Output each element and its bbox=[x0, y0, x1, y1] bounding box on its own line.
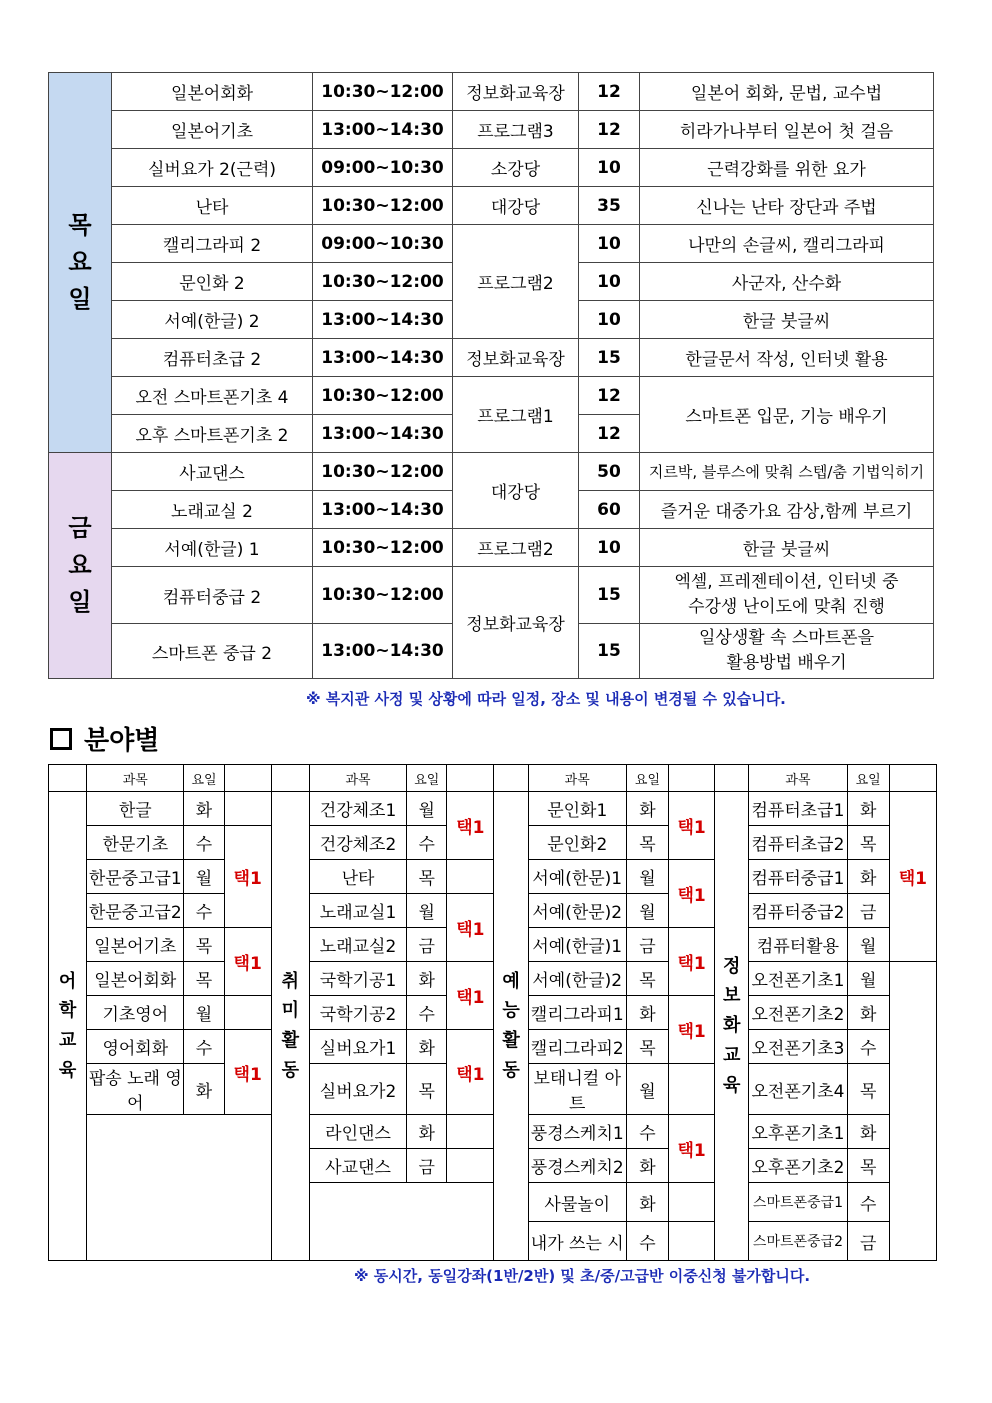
subject-name: 한문중고급2 bbox=[87, 894, 184, 928]
course-name: 컴퓨터초급 2 bbox=[112, 339, 313, 377]
subject-day: 수 bbox=[847, 1030, 889, 1064]
course-desc: 사군자, 산수화 bbox=[640, 263, 934, 301]
subject-day: 금 bbox=[847, 894, 889, 928]
subject-name: 한문중고급1 bbox=[87, 860, 184, 894]
course-place: 정보화교육장 bbox=[453, 73, 579, 111]
category-label: 예능활동 bbox=[494, 792, 528, 1261]
subject-name: 컴퓨터초급1 bbox=[749, 792, 847, 826]
course-desc: 한글 붓글씨 bbox=[640, 301, 934, 339]
subject-day: 화 bbox=[847, 860, 889, 894]
subject-name: 스마트폰중급1 bbox=[749, 1183, 847, 1222]
subject-day: 수 bbox=[184, 826, 224, 860]
subject-name: 일본어회화 bbox=[87, 962, 184, 996]
subject-day: 화 bbox=[184, 792, 224, 826]
course-name: 사교댄스 bbox=[112, 453, 313, 491]
course-time: 13:00~14:30 bbox=[313, 624, 453, 679]
header-blank bbox=[49, 765, 87, 792]
subject-day: 월 bbox=[407, 894, 447, 928]
course-desc: 나만의 손글씨, 캘리그라피 bbox=[640, 225, 934, 263]
header-blank bbox=[889, 765, 936, 792]
course-count: 12 bbox=[579, 377, 640, 415]
subject-day: 화 bbox=[626, 1183, 668, 1222]
course-time: 13:00~14:30 bbox=[313, 339, 453, 377]
course-name: 실버요가 2(근력) bbox=[112, 149, 313, 187]
empty-cell bbox=[669, 1064, 715, 1115]
header-blank bbox=[715, 765, 749, 792]
checkbox-square-icon bbox=[50, 728, 72, 750]
subject-day: 화 bbox=[847, 792, 889, 826]
empty-cell bbox=[447, 1149, 494, 1183]
course-count: 12 bbox=[579, 111, 640, 149]
subject-name: 캘리그라피2 bbox=[528, 1030, 626, 1064]
course-time: 10:30~12:00 bbox=[313, 453, 453, 491]
course-name: 캘리그라피 2 bbox=[112, 225, 313, 263]
course-name: 스마트폰 중급 2 bbox=[112, 624, 313, 679]
subject-day: 화 bbox=[847, 996, 889, 1030]
subject-name: 풍경스케치1 bbox=[528, 1115, 626, 1149]
pick-one-label: 택1 bbox=[669, 928, 715, 996]
course-name: 문인화 2 bbox=[112, 263, 313, 301]
subject-day: 화 bbox=[626, 1149, 668, 1183]
subject-day: 월 bbox=[626, 1064, 668, 1115]
course-count: 10 bbox=[579, 263, 640, 301]
header-blank bbox=[271, 765, 309, 792]
subject-day: 목 bbox=[184, 928, 224, 962]
header-course: 과목 bbox=[87, 765, 184, 792]
pick-one-label: 택1 bbox=[669, 996, 715, 1064]
subject-day: 금 bbox=[407, 1149, 447, 1183]
subject-name: 오전폰기초1 bbox=[749, 962, 847, 996]
subject-day: 목 bbox=[407, 1064, 447, 1115]
course-desc: 엑셀, 프레젠테이션, 인터넷 중 수강생 난이도에 맞춰 진행 bbox=[640, 567, 934, 624]
category-label: 정보화교육 bbox=[715, 792, 749, 1261]
header-course: 과목 bbox=[749, 765, 847, 792]
subject-name: 서예(한글)1 bbox=[528, 928, 626, 962]
pick-one-label: 택1 bbox=[447, 1030, 494, 1115]
field-note: ※ 동시간, 동일강좌(1반/2반) 및 초/중/고급반 이중신청 불가합니다. bbox=[354, 1267, 811, 1285]
subject-day: 수 bbox=[626, 1115, 668, 1149]
subject-day: 월 bbox=[847, 928, 889, 962]
course-place: 정보화교육장 bbox=[453, 339, 579, 377]
empty-cell bbox=[447, 860, 494, 894]
course-name: 서예(한글) 1 bbox=[112, 529, 313, 567]
course-count: 15 bbox=[579, 567, 640, 624]
course-desc: 일본어 회화, 문법, 교수법 bbox=[640, 73, 934, 111]
category-label: 어학교육 bbox=[49, 792, 87, 1261]
empty-cell bbox=[889, 962, 936, 1261]
header-day: 요일 bbox=[184, 765, 224, 792]
course-desc: 즐거운 대중가요 감상,함께 부르기 bbox=[640, 491, 934, 529]
subject-name: 일본어기초 bbox=[87, 928, 184, 962]
subject-day: 수 bbox=[184, 1030, 224, 1064]
subject-name: 노래교실1 bbox=[309, 894, 406, 928]
pick-one-label: 택1 bbox=[669, 1115, 715, 1183]
subject-day: 월 bbox=[626, 860, 668, 894]
course-desc: 한글문서 작성, 인터넷 활용 bbox=[640, 339, 934, 377]
subject-name: 사교댄스 bbox=[309, 1149, 406, 1183]
subject-name: 캘리그라피1 bbox=[528, 996, 626, 1030]
pick-one-label: 택1 bbox=[669, 860, 715, 928]
course-name: 오후 스마트폰기초 2 bbox=[112, 415, 313, 453]
header-day: 요일 bbox=[847, 765, 889, 792]
subject-name: 컴퓨터중급1 bbox=[749, 860, 847, 894]
subject-day: 목 bbox=[626, 1030, 668, 1064]
category-label: 취미활동 bbox=[271, 792, 309, 1261]
subject-day: 화 bbox=[407, 962, 447, 996]
subject-day: 화 bbox=[407, 1030, 447, 1064]
schedule-note: ※ 복지관 사정 및 상황에 따라 일정, 장소 및 내용이 변경될 수 있습니다. bbox=[306, 690, 786, 708]
course-count: 35 bbox=[579, 187, 640, 225]
course-time: 10:30~12:00 bbox=[313, 263, 453, 301]
course-count: 60 bbox=[579, 491, 640, 529]
course-count: 10 bbox=[579, 529, 640, 567]
course-count: 10 bbox=[579, 225, 640, 263]
course-place: 대강당 bbox=[453, 453, 579, 529]
subject-name: 서예(한문)2 bbox=[528, 894, 626, 928]
pick-one-label: 택1 bbox=[447, 894, 494, 962]
course-name: 오전 스마트폰기초 4 bbox=[112, 377, 313, 415]
course-count: 15 bbox=[579, 339, 640, 377]
subject-day: 월 bbox=[184, 860, 224, 894]
course-name: 노래교실 2 bbox=[112, 491, 313, 529]
subject-name: 실버요가1 bbox=[309, 1030, 406, 1064]
course-desc: 일상생활 속 스마트폰을 활용방법 배우기 bbox=[640, 624, 934, 679]
subject-day: 목 bbox=[184, 962, 224, 996]
subject-name: 오후폰기초1 bbox=[749, 1115, 847, 1149]
subject-name: 오후폰기초2 bbox=[749, 1149, 847, 1183]
header-blank bbox=[669, 765, 715, 792]
subject-name: 컴퓨터초급2 bbox=[749, 826, 847, 860]
subject-name: 라인댄스 bbox=[309, 1115, 406, 1149]
subject-name: 오전폰기초3 bbox=[749, 1030, 847, 1064]
subject-name: 컴퓨터활용 bbox=[749, 928, 847, 962]
course-count: 10 bbox=[579, 149, 640, 187]
subject-name: 내가 쓰는 시 bbox=[528, 1222, 626, 1261]
course-place: 대강당 bbox=[453, 187, 579, 225]
course-count: 50 bbox=[579, 453, 640, 491]
subject-name: 스마트폰중급2 bbox=[749, 1222, 847, 1261]
course-time: 13:00~14:30 bbox=[313, 301, 453, 339]
friday-label: 금요일 bbox=[49, 453, 112, 679]
subject-day: 목 bbox=[847, 1149, 889, 1183]
subject-day: 화 bbox=[407, 1115, 447, 1149]
subject-name: 사물놀이 bbox=[528, 1183, 626, 1222]
subject-day: 수 bbox=[407, 996, 447, 1030]
subject-name: 기초영어 bbox=[87, 996, 184, 1030]
course-place: 프로그램2 bbox=[453, 529, 579, 567]
pick-one-label: 택1 bbox=[669, 792, 715, 860]
subject-day: 목 bbox=[407, 860, 447, 894]
course-place: 정보화교육장 bbox=[453, 567, 579, 679]
empty-cell bbox=[224, 996, 271, 1030]
course-place: 소강당 bbox=[453, 149, 579, 187]
header-blank bbox=[224, 765, 271, 792]
subject-day: 화 bbox=[184, 1064, 224, 1115]
subject-day: 목 bbox=[847, 1064, 889, 1115]
subject-day: 월 bbox=[626, 894, 668, 928]
course-desc: 지르박, 블루스에 맞춰 스텝/춤 기법익히기 bbox=[640, 453, 934, 491]
field-table bbox=[48, 764, 937, 1261]
thursday-label: 목요일 bbox=[49, 73, 112, 453]
subject-day: 수 bbox=[184, 894, 224, 928]
subject-day: 월 bbox=[407, 792, 447, 826]
course-desc: 스마트폰 입문, 기능 배우기 bbox=[640, 377, 934, 453]
header-blank bbox=[447, 765, 494, 792]
course-place: 프로그램1 bbox=[453, 377, 579, 453]
subject-name: 팝송 노래 영어 bbox=[87, 1064, 184, 1115]
course-count: 10 bbox=[579, 301, 640, 339]
subject-name: 오전폰기초4 bbox=[749, 1064, 847, 1115]
subject-day: 월 bbox=[184, 996, 224, 1030]
course-desc: 신나는 난타 장단과 주법 bbox=[640, 187, 934, 225]
course-count: 15 bbox=[579, 624, 640, 679]
course-time: 10:30~12:00 bbox=[313, 73, 453, 111]
subject-day: 목 bbox=[626, 962, 668, 996]
empty-block bbox=[87, 1115, 272, 1261]
subject-name: 노래교실2 bbox=[309, 928, 406, 962]
subject-name: 문인화1 bbox=[528, 792, 626, 826]
pick-one-label: 택1 bbox=[224, 928, 271, 996]
header-course: 과목 bbox=[309, 765, 406, 792]
subject-name: 컴퓨터중급2 bbox=[749, 894, 847, 928]
subject-day: 수 bbox=[407, 826, 447, 860]
course-time: 13:00~14:30 bbox=[313, 415, 453, 453]
subject-name: 풍경스케치2 bbox=[528, 1149, 626, 1183]
pick-one-label: 택1 bbox=[224, 1030, 271, 1115]
course-name: 컴퓨터중급 2 bbox=[112, 567, 313, 624]
subject-day: 금 bbox=[626, 928, 668, 962]
course-name: 난타 bbox=[112, 187, 313, 225]
course-count: 12 bbox=[579, 73, 640, 111]
empty-cell bbox=[447, 1115, 494, 1149]
subject-day: 화 bbox=[847, 1115, 889, 1149]
subject-name: 영어회화 bbox=[87, 1030, 184, 1064]
course-time: 10:30~12:00 bbox=[313, 567, 453, 624]
subject-day: 화 bbox=[626, 792, 668, 826]
subject-name: 오전폰기초2 bbox=[749, 996, 847, 1030]
pick-one-label: 택1 bbox=[224, 826, 271, 928]
subject-name: 실버요가2 bbox=[309, 1064, 406, 1115]
subject-name: 난타 bbox=[309, 860, 406, 894]
course-time: 10:30~12:00 bbox=[313, 377, 453, 415]
subject-name: 국학기공2 bbox=[309, 996, 406, 1030]
header-day: 요일 bbox=[626, 765, 668, 792]
header-course: 과목 bbox=[528, 765, 626, 792]
pick-one-label: 택1 bbox=[447, 792, 494, 860]
subject-name: 서예(한문)1 bbox=[528, 860, 626, 894]
subject-name: 건강체조2 bbox=[309, 826, 406, 860]
empty-cell bbox=[669, 1222, 715, 1261]
course-place: 프로그램3 bbox=[453, 111, 579, 149]
header-day: 요일 bbox=[407, 765, 447, 792]
subject-day: 수 bbox=[847, 1183, 889, 1222]
course-desc: 히라가나부터 일본어 첫 걸음 bbox=[640, 111, 934, 149]
course-desc: 근력강화를 위한 요가 bbox=[640, 149, 934, 187]
subject-day: 금 bbox=[407, 928, 447, 962]
course-time: 09:00~10:30 bbox=[313, 225, 453, 263]
empty-cell bbox=[669, 1183, 715, 1222]
course-desc: 한글 붓글씨 bbox=[640, 529, 934, 567]
section-heading: 분야별 bbox=[50, 720, 159, 757]
schedule-table bbox=[48, 72, 934, 679]
header-blank bbox=[494, 765, 528, 792]
subject-name: 건강체조1 bbox=[309, 792, 406, 826]
subject-name: 문인화2 bbox=[528, 826, 626, 860]
course-name: 일본어기초 bbox=[112, 111, 313, 149]
subject-day: 화 bbox=[626, 996, 668, 1030]
subject-name: 국학기공1 bbox=[309, 962, 406, 996]
pick-one-label: 택1 bbox=[889, 792, 936, 962]
subject-name: 한문기초 bbox=[87, 826, 184, 860]
course-time: 13:00~14:30 bbox=[313, 491, 453, 529]
empty-cell bbox=[224, 792, 271, 826]
subject-day: 목 bbox=[626, 826, 668, 860]
course-name: 서예(한글) 2 bbox=[112, 301, 313, 339]
course-place: 프로그램2 bbox=[453, 225, 579, 339]
subject-day: 월 bbox=[847, 962, 889, 996]
subject-name: 보태니컬 아트 bbox=[528, 1064, 626, 1115]
course-time: 13:00~14:30 bbox=[313, 111, 453, 149]
course-time: 10:30~12:00 bbox=[313, 187, 453, 225]
subject-name: 한글 bbox=[87, 792, 184, 826]
subject-day: 금 bbox=[847, 1222, 889, 1261]
course-time: 09:00~10:30 bbox=[313, 149, 453, 187]
pick-one-label: 택1 bbox=[447, 962, 494, 1030]
course-name: 일본어회화 bbox=[112, 73, 313, 111]
subject-name: 서예(한글)2 bbox=[528, 962, 626, 996]
subject-day: 목 bbox=[847, 826, 889, 860]
subject-day: 수 bbox=[626, 1222, 668, 1261]
empty-block bbox=[309, 1183, 494, 1261]
course-time: 10:30~12:00 bbox=[313, 529, 453, 567]
course-count: 12 bbox=[579, 415, 640, 453]
